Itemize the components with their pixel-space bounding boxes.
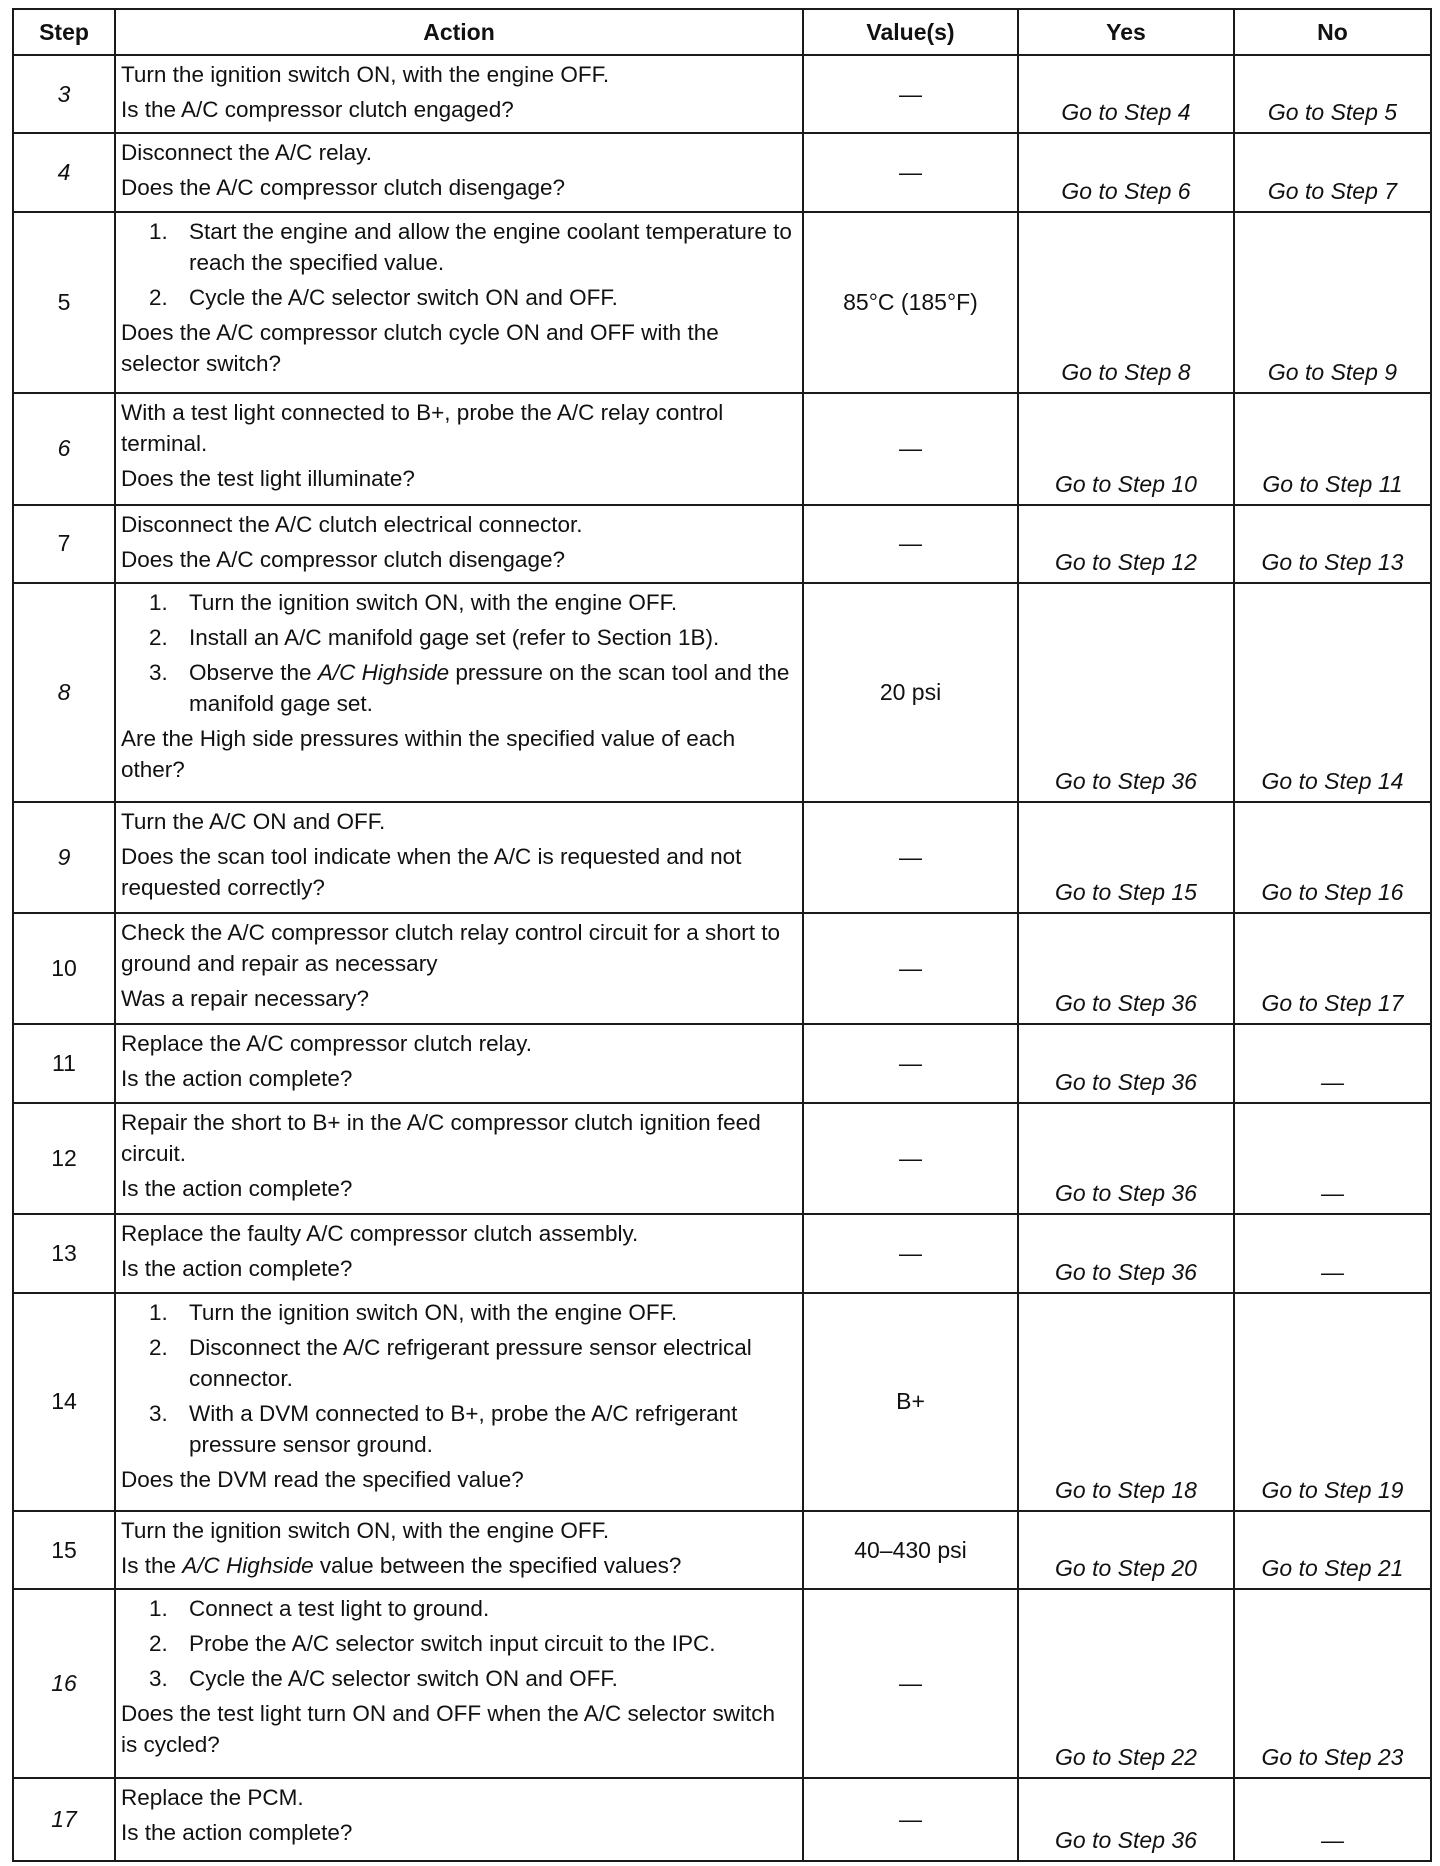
list-item: 2. Cycle the A/C selector switch ON and OFF.	[149, 284, 618, 310]
action-question: Is the A/C compressor clutch engaged?	[121, 97, 514, 122]
action-list	[121, 587, 794, 719]
header-step: Step	[13, 9, 115, 55]
step-number: 5	[13, 212, 115, 393]
table-row	[13, 133, 1431, 211]
action-text: Disconnect the A/C clutch electrical connector.	[121, 511, 583, 537]
yes-cell: Go to Step 36	[1018, 913, 1234, 1024]
table-row	[13, 1778, 1431, 1861]
action-cell	[115, 393, 803, 504]
action-text: Replace the faulty A/C compressor clutch assembly.	[121, 1221, 639, 1247]
step-number: 17	[13, 1778, 115, 1861]
step-number: 6	[13, 393, 115, 504]
action-question: Is the action complete?	[121, 1256, 353, 1282]
header-row	[13, 9, 1431, 55]
header-yes: Yes	[1018, 9, 1234, 55]
step-number: 7	[13, 505, 115, 583]
list-item: 1. Turn the ignition switch ON, with the engine OFF.	[149, 1299, 678, 1325]
yes-cell: Go to Step 15	[1018, 802, 1234, 913]
action-cell	[115, 913, 803, 1024]
action-question: Does the test light turn ON and OFF when the A/C selector switch is cycled?	[121, 1701, 776, 1758]
action-cell	[115, 1511, 803, 1589]
action-question: Is the action complete?	[121, 1820, 353, 1846]
no-cell: Go to Step 21	[1234, 1511, 1431, 1589]
no-cell: Go to Step 11	[1234, 393, 1431, 504]
step-number: 4	[13, 133, 115, 211]
action-question: Does the scan tool indicate when the A/C is requested and not requested correctly?	[121, 843, 742, 900]
value-cell: —	[803, 1024, 1018, 1102]
action-text: Repair the short to B+ in the A/C compressor clutch ignition feed circuit.	[121, 1109, 761, 1166]
value-cell: —	[803, 1778, 1018, 1861]
action-text: Replace the PCM.	[121, 1785, 304, 1811]
step-number: 16	[13, 1589, 115, 1778]
no-cell: —	[1234, 1778, 1431, 1861]
yes-cell: Go to Step 20	[1018, 1511, 1234, 1589]
table-row	[13, 1293, 1431, 1511]
action-text: With a test light connected to B+, probe the A/C relay control terminal.	[121, 400, 724, 457]
step-number: 14	[13, 1293, 115, 1511]
yes-cell: Go to Step 36	[1018, 1778, 1234, 1861]
no-cell: Go to Step 17	[1234, 913, 1431, 1024]
yes-cell: Go to Step 10	[1018, 393, 1234, 504]
header-values: Value(s)	[803, 9, 1018, 55]
action-question: Are the High side pressures within the specified value of each other?	[121, 726, 736, 783]
table-row	[13, 1214, 1431, 1292]
list-item: 2. Probe the A/C selector switch input circuit to the IPC.	[149, 1631, 716, 1657]
action-text: Turn the A/C ON and OFF.	[121, 808, 386, 834]
no-cell: —	[1234, 1214, 1431, 1292]
action-cell	[115, 583, 803, 801]
yes-cell: Go to Step 18	[1018, 1293, 1234, 1511]
no-cell: Go to Step 19	[1234, 1293, 1431, 1511]
step-number: 9	[13, 802, 115, 913]
yes-cell: Go to Step 8	[1018, 212, 1234, 393]
action-question: Does the test light illuminate?	[121, 466, 415, 492]
value-cell: —	[803, 913, 1018, 1024]
action-text: Check the A/C compressor clutch relay control circuit for a short to ground and repair as necessary	[121, 919, 781, 976]
diagnostic-table	[12, 8, 1432, 1862]
action-question: Does the A/C compressor clutch disengage?	[121, 546, 565, 572]
no-cell: —	[1234, 1103, 1431, 1214]
action-text: Replace the A/C compressor clutch relay.	[121, 1031, 533, 1057]
action-cell	[115, 1589, 803, 1778]
action-cell	[115, 505, 803, 583]
value-cell: B+	[803, 1293, 1018, 1511]
value-cell: 40–430 psi	[803, 1511, 1018, 1589]
action-cell	[115, 55, 803, 133]
list-item: 1. Turn the ignition switch ON, with the engine OFF.	[149, 590, 678, 616]
value-cell: 85°C (185°F)	[803, 212, 1018, 393]
table-row	[13, 913, 1431, 1024]
step-number: 8	[13, 583, 115, 801]
action-question: Is the action complete?	[121, 1175, 353, 1201]
yes-cell: Go to Step 6	[1018, 133, 1234, 211]
value-cell: —	[803, 1103, 1018, 1214]
action-text: Turn the ignition switch ON, with the engine OFF.	[121, 1517, 610, 1543]
value-cell: —	[803, 802, 1018, 913]
action-list	[121, 1593, 794, 1694]
no-cell: Go to Step 5	[1234, 55, 1431, 133]
table-row	[13, 393, 1431, 504]
header-no: No	[1234, 9, 1431, 55]
list-item: 2. Install an A/C manifold gage set (refer to Section 1B).	[149, 625, 720, 651]
table-row	[13, 212, 1431, 393]
list-item: 1. Start the engine and allow the engine coolant temperature to reach the specified value.	[149, 218, 792, 275]
table-row	[13, 505, 1431, 583]
value-cell: —	[803, 133, 1018, 211]
list-item: 3. Cycle the A/C selector switch ON and OFF.	[149, 1666, 618, 1692]
action-cell	[115, 1214, 803, 1292]
action-list	[121, 1297, 794, 1460]
list-item: 1. Connect a test light to ground.	[149, 1596, 490, 1622]
action-question: Was a repair necessary?	[121, 985, 370, 1011]
step-number: 12	[13, 1103, 115, 1214]
table-row	[13, 1511, 1431, 1589]
list-item: 3. Observe the A/C Highside pressure on the scan tool and the manifold gage set.	[149, 660, 790, 717]
action-question: Is the action complete?	[121, 1066, 353, 1092]
yes-cell: Go to Step 4	[1018, 55, 1234, 133]
yes-cell: Go to Step 22	[1018, 1589, 1234, 1778]
table-row	[13, 583, 1431, 801]
step-number: 3	[13, 55, 115, 133]
no-cell: Go to Step 23	[1234, 1589, 1431, 1778]
yes-cell: Go to Step 36	[1018, 1103, 1234, 1214]
step-number: 11	[13, 1024, 115, 1102]
action-text: Turn the ignition switch ON, with the engine OFF.	[121, 62, 610, 87]
value-cell: —	[803, 1214, 1018, 1292]
action-cell	[115, 212, 803, 393]
value-cell: —	[803, 393, 1018, 504]
list-item: 3. With a DVM connected to B+, probe the A/C refrigerant pressure sensor ground.	[149, 1400, 738, 1457]
table-row	[13, 1589, 1431, 1778]
table-row	[13, 802, 1431, 913]
header-action: Action	[115, 9, 803, 55]
list-item: 2. Disconnect the A/C refrigerant pressure sensor electrical connector.	[149, 1334, 752, 1391]
step-number: 10	[13, 913, 115, 1024]
yes-cell: Go to Step 36	[1018, 1214, 1234, 1292]
yes-cell: Go to Step 36	[1018, 583, 1234, 801]
value-cell: —	[803, 1589, 1018, 1778]
action-cell	[115, 133, 803, 211]
action-cell	[115, 802, 803, 913]
yes-cell: Go to Step 36	[1018, 1024, 1234, 1102]
no-cell: Go to Step 7	[1234, 133, 1431, 211]
action-cell	[115, 1024, 803, 1102]
no-cell: Go to Step 16	[1234, 802, 1431, 913]
action-cell	[115, 1778, 803, 1861]
no-cell: Go to Step 9	[1234, 212, 1431, 393]
table-row	[13, 1024, 1431, 1102]
action-question: Is the A/C Highside value between the specified values?	[121, 1552, 682, 1578]
no-cell: —	[1234, 1024, 1431, 1102]
action-question: Does the A/C compressor clutch disengage?	[121, 175, 565, 201]
table-row	[13, 1103, 1431, 1214]
action-list	[121, 216, 794, 313]
action-cell	[115, 1293, 803, 1511]
no-cell: Go to Step 13	[1234, 505, 1431, 583]
action-question: Does the DVM read the specified value?	[121, 1466, 524, 1492]
value-cell: —	[803, 55, 1018, 133]
yes-cell: Go to Step 12	[1018, 505, 1234, 583]
step-number: 13	[13, 1214, 115, 1292]
value-cell: —	[803, 505, 1018, 583]
value-cell: 20 psi	[803, 583, 1018, 801]
action-text: Disconnect the A/C relay.	[121, 140, 372, 166]
step-number: 15	[13, 1511, 115, 1589]
action-question: Does the A/C compressor clutch cycle ON and OFF with the selector switch?	[121, 319, 719, 376]
table-row	[13, 55, 1431, 133]
no-cell: Go to Step 14	[1234, 583, 1431, 801]
action-cell	[115, 1103, 803, 1214]
